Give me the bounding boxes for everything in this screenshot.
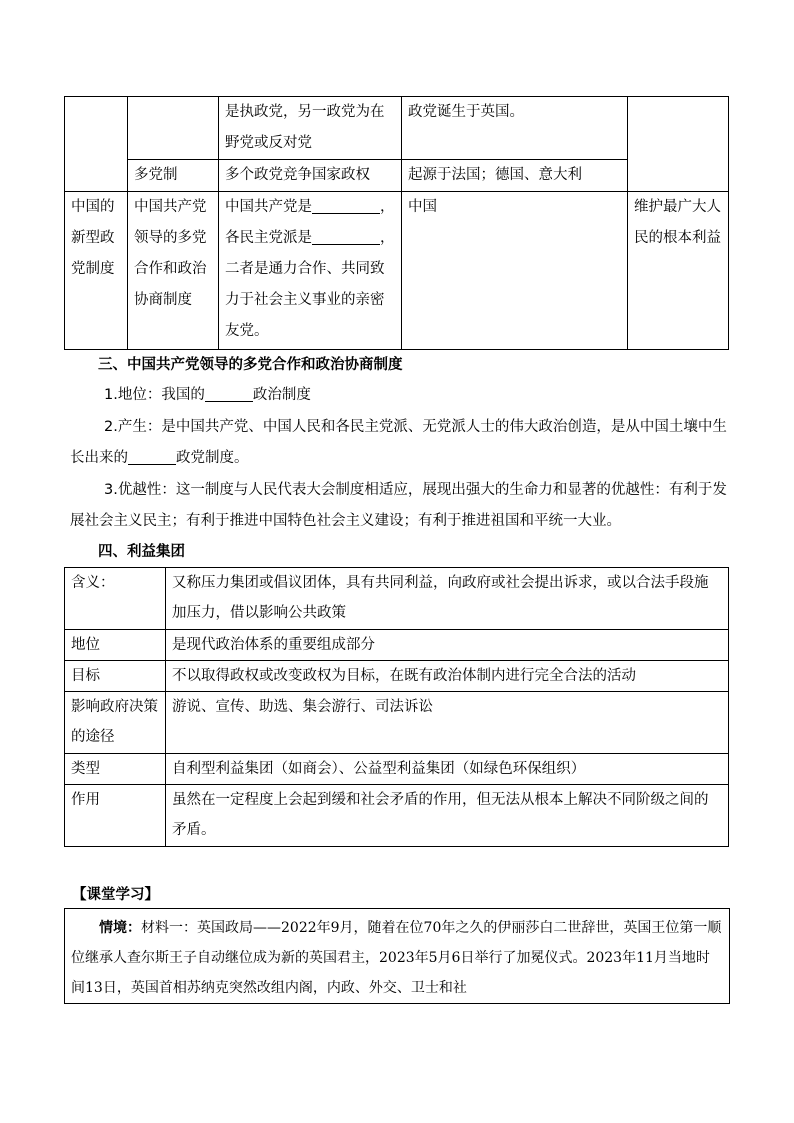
party-system-table	[64, 96, 729, 350]
row-content: 虽然在一定程度上会起到缓和社会矛盾的作用，但无法从根本上解决不同阶级之间的矛盾。	[166, 785, 729, 847]
cell-row3-category: 中国的新型政党制度	[65, 192, 128, 350]
row-content: 游说、宣传、助选、集会游行、司法诉讼	[166, 692, 729, 754]
row-content: 不以取得政权或改变政权为目标，在既有政治体制内进行完全合法的活动	[166, 661, 729, 692]
cell-row2-origin: 起源于法国；德国、意大利	[402, 160, 628, 192]
fill-blank[interactable]	[205, 387, 253, 403]
row-label: 作用	[65, 785, 166, 847]
empty-name-cell	[128, 97, 219, 160]
row-label: 影响政府决策的途径	[65, 692, 166, 754]
row-label: 目标	[65, 661, 166, 692]
row3-desc-part2: ，各民主党派是	[225, 199, 395, 246]
scenario-box	[64, 908, 730, 1004]
cell-row2-name: 多党制	[128, 160, 219, 192]
empty-category-cell	[65, 97, 128, 192]
row3-desc-part3: ，二者是通力合作、共同致力于社会主义事业的亲密友党。	[225, 230, 395, 339]
cell-row1-desc: 是执政党，另一政党为在野党或反对党	[219, 97, 402, 160]
cell-row1-origin: 政党诞生于英国。	[402, 97, 628, 160]
p1-after: 政治制度	[252, 387, 311, 403]
row-content: 又称压力集团或倡议团体，具有共同利益，向政府或社会提出诉求，或以合法手段施加压力，借以影响公共政策	[166, 568, 729, 630]
section4-title: 四、利益集团	[98, 544, 185, 560]
section3-p3: 3.优越性：这一制度与人民代表大会制度相适应，展现出强大的生命力和显著的优越性：有利于发展社会主义民主；有利于推进中国特色社会主义建设；有利于推进祖国和平统一大业。	[70, 482, 727, 529]
section3-p2	[70, 412, 729, 474]
row-label: 地位	[65, 630, 166, 661]
p2-after: 政党制度。	[176, 450, 249, 466]
cell-row3-essence: 维护最广大人民的根本利益	[628, 192, 729, 350]
section3-title: 三、中国共产党领导的多党合作和政治协商制度	[98, 357, 403, 373]
scenario-text: 材料一：英国政局——2022年9月，随着在位70年之久的伊丽莎白二世辞世，英国王位第一顺位继承人查尔斯王子自动继位成为新的英国君主，2023年5月6日举行了加冕仪式。2023年11月当地时间13日，英国首相苏纳克突然改组内阁，内政、外交、卫士和社	[71, 920, 722, 996]
fill-blank[interactable]	[128, 450, 176, 466]
p2-before: 2.产生：是中国共产党、中国人民和各民主党派、无党派人士的伟大政治创造，是从中国土壤中生长出来的	[70, 419, 727, 466]
cell-row3-name: 中国共产党领导的多党合作和政治协商制度	[128, 192, 219, 350]
row3-desc-part1: 中国共产党是	[225, 199, 312, 215]
cell-row2-desc: 多个政党竞争国家政权	[219, 160, 402, 192]
scenario-label: 情境：	[99, 920, 141, 936]
fill-blank[interactable]	[312, 199, 380, 215]
classroom-title: 【课堂学习】	[72, 887, 159, 903]
row-label: 类型	[65, 754, 166, 785]
row-label: 含义：	[65, 568, 166, 630]
cell-row3-desc	[219, 192, 402, 350]
p1-before: 1.地位：我国的	[104, 387, 205, 403]
empty-essence-cell	[628, 97, 729, 192]
cell-row3-origin: 中国	[402, 192, 628, 350]
row-content: 是现代政治体系的重要组成部分	[166, 630, 729, 661]
interest-group-table	[64, 567, 729, 847]
fill-blank[interactable]	[312, 230, 380, 246]
row-content: 自利型利益集团（如商会）、公益型利益集团（如绿色环保组织）	[166, 754, 729, 785]
section3-p1	[70, 380, 729, 411]
